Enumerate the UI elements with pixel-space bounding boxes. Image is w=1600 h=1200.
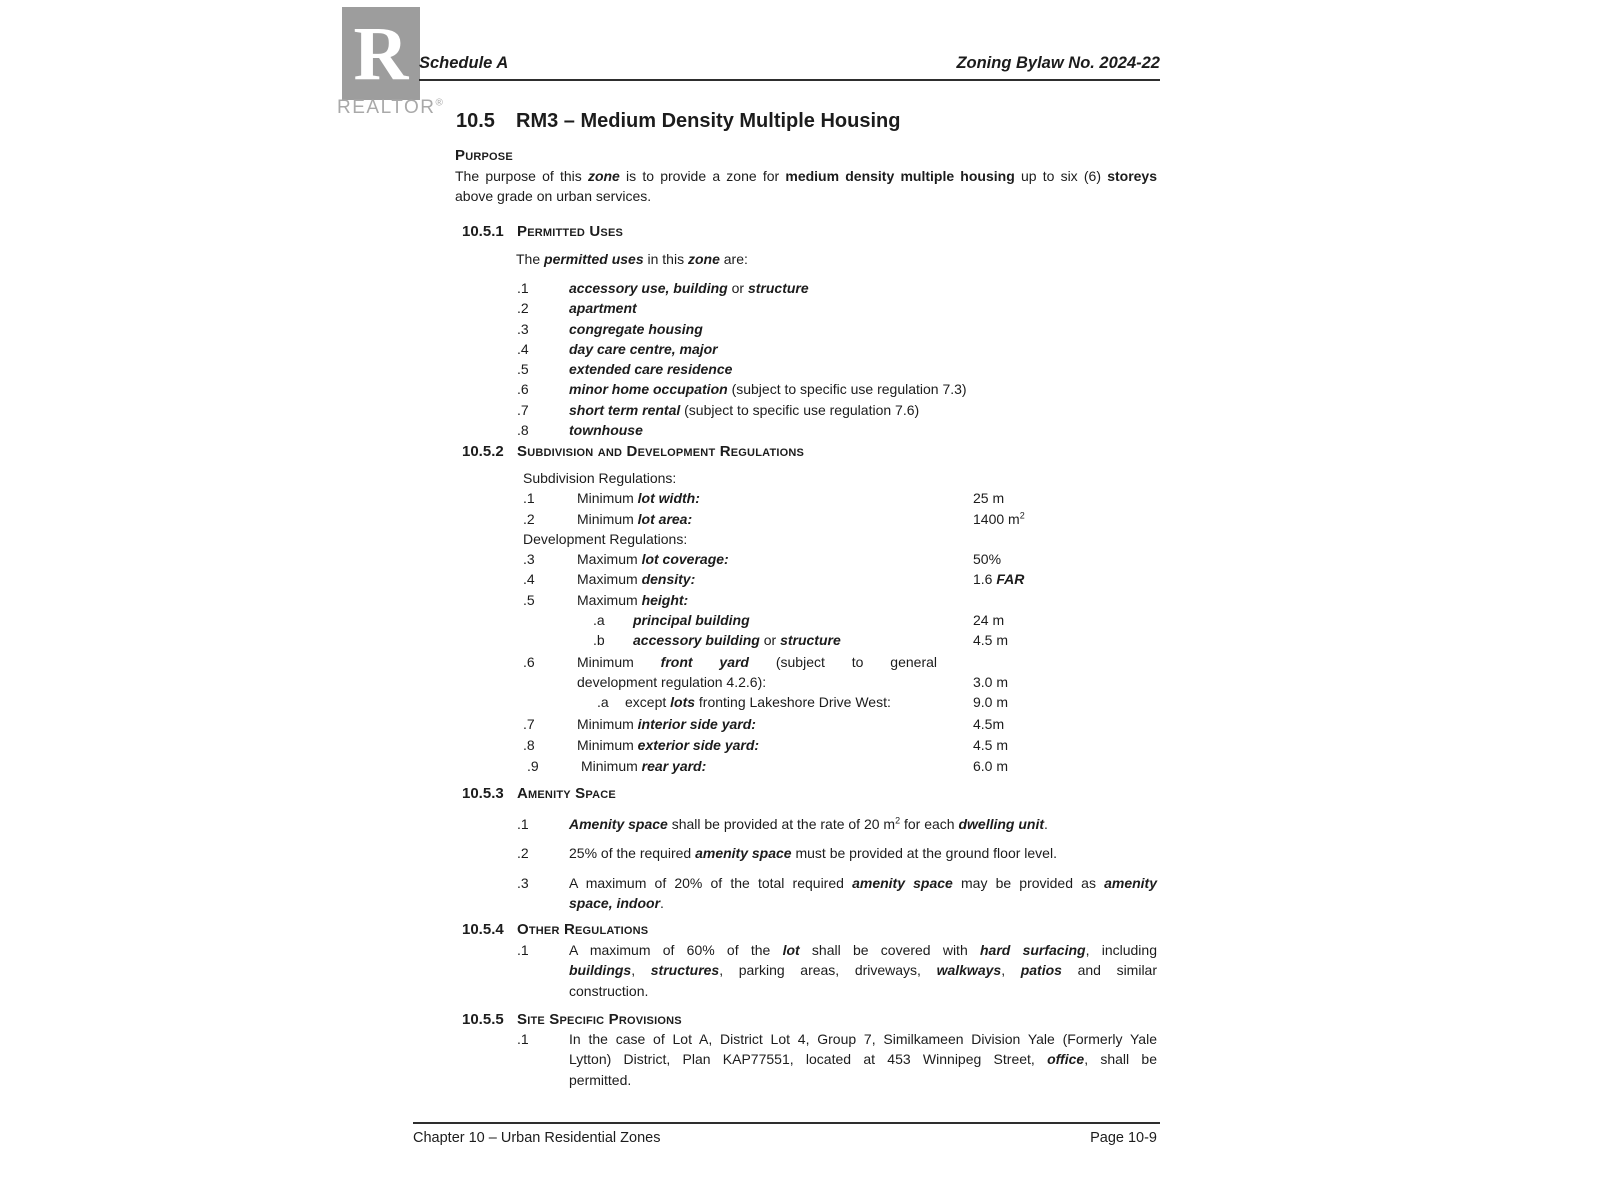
defined-term: interior side yard: <box>637 715 756 732</box>
item-number: .5 <box>523 591 535 608</box>
defined-term: townhouse <box>569 422 643 439</box>
list-item <box>455 298 1157 318</box>
list-item <box>455 359 1157 379</box>
regulation-value: 9.0 m <box>973 694 1009 711</box>
regulation-value: 1400 $m^2$ <box>973 509 1025 527</box>
defined-term: lots <box>670 694 696 711</box>
regulation-row <box>455 714 1157 734</box>
list-item <box>455 843 1157 863</box>
page-header <box>419 52 1160 74</box>
defined-term: apartment <box>569 300 637 317</box>
list-item <box>455 940 1157 960</box>
realtor-wordmark-text: REALTOR <box>337 97 436 118</box>
other-regulations-list <box>455 940 1157 1001</box>
heading-label: Other Regulations <box>517 921 649 938</box>
defined-term: structure <box>780 632 841 649</box>
item-number: .7 <box>523 715 535 732</box>
heading-number: 10.5.3 <box>462 785 504 802</box>
text-run: Minimum <box>577 490 638 507</box>
defined-term: dwelling unit <box>958 816 1045 832</box>
list-item <box>455 278 1157 298</box>
heading-label: Permitted Uses <box>517 223 624 240</box>
text-run: shall be covered with <box>799 942 980 958</box>
text-run: Minimum <box>581 758 642 775</box>
item-number: .2 <box>517 300 529 317</box>
defined-term: accessory building <box>633 632 760 649</box>
item-number: .b <box>593 632 605 649</box>
text-run: . <box>660 894 664 911</box>
regulation-row <box>455 590 1157 610</box>
text-run: , shall be <box>1084 1051 1157 1068</box>
defined-term: amenity space <box>852 874 953 891</box>
text-run: except <box>625 694 671 711</box>
list-item <box>455 319 1157 339</box>
item-number: .4 <box>517 340 529 357</box>
text-run: Minimum <box>577 653 661 670</box>
text-run: , parking areas, driveways, <box>719 962 937 979</box>
regulation-row-continued <box>455 672 1157 692</box>
development-regulations-label: Development Regulations: <box>523 530 688 547</box>
regulation-subrow <box>455 630 1157 650</box>
text-run: Maximum <box>577 591 642 608</box>
realtor-logo <box>342 7 420 100</box>
defined-term: exterior side yard: <box>637 736 760 753</box>
text-run: fronting Lakeshore Drive West: <box>695 694 891 711</box>
heading-number: 10.5.2 <box>462 443 504 460</box>
defined-term: permitted uses <box>544 251 644 267</box>
text-run: must be provided at the ground floor level. <box>791 845 1057 862</box>
item-number: .1 <box>523 490 535 507</box>
emphasis-run: storeys <box>1107 168 1157 184</box>
page-footer <box>413 1128 1157 1148</box>
footer-page-number: Page 10-9 <box>1090 1130 1157 1146</box>
text-run: Minimum <box>577 736 638 753</box>
item-number: .4 <box>523 571 535 588</box>
defined-term: patios <box>1020 962 1062 979</box>
list-item <box>455 1029 1157 1049</box>
defined-term: lot area: <box>637 510 693 527</box>
regulation-value: 4.5 m <box>973 632 1009 649</box>
regulation-value: 50% <box>973 551 1002 568</box>
item-number: .7 <box>517 401 529 418</box>
text-run: , <box>631 962 651 979</box>
text-run: development regulation 4.2.6): <box>577 673 767 690</box>
item-number: .1 <box>517 942 529 958</box>
list-item <box>455 873 1157 893</box>
purpose-paragraph <box>455 166 1157 207</box>
list-item <box>455 814 1157 834</box>
header-schedule-label: Schedule A <box>419 54 509 72</box>
list-item <box>455 400 1157 420</box>
text-run: for each <box>900 816 959 832</box>
heading-number: 10.5.5 <box>462 1011 504 1028</box>
text-run: or <box>727 280 748 296</box>
item-number: .8 <box>523 736 535 753</box>
defined-term: buildings <box>569 962 632 979</box>
defined-term: rear yard: <box>641 758 707 775</box>
text-run: In the case of Lot A, District Lot 4, Group 7, Similkameen Division Yale (Formerly Yale <box>569 1031 1157 1047</box>
item-number: .1 <box>517 280 529 296</box>
footer-rule <box>413 1122 1160 1124</box>
item-number: .3 <box>523 551 535 568</box>
defined-term: accessory use, building <box>569 280 728 296</box>
purpose-heading-label: Purpose <box>455 147 513 164</box>
defined-term: structure <box>747 280 809 296</box>
text-run: Maximum <box>577 551 642 568</box>
item-number: .6 <box>523 653 535 670</box>
header-rule <box>419 79 1160 81</box>
purpose-line-1 <box>455 166 1157 186</box>
item-number: .6 <box>517 381 529 398</box>
text-run: A maximum of 20% of the total required <box>569 874 853 891</box>
defined-term: FAR <box>996 571 1025 588</box>
amenity-space-list <box>455 814 1157 913</box>
regulation-row <box>455 549 1157 569</box>
item-number: .5 <box>517 361 529 378</box>
item-number: .3 <box>517 320 529 337</box>
item-number: .9 <box>527 758 539 775</box>
superscript: 2 <box>1019 509 1025 520</box>
list-item-continued <box>455 981 1157 1001</box>
item-number: .8 <box>517 422 529 439</box>
item-number: .1 <box>517 816 529 832</box>
heading-label: Subdivision and Development Regulations <box>517 443 805 460</box>
defined-term: hard surfacing <box>979 942 1086 958</box>
list-item-continued <box>455 960 1157 980</box>
defined-term: structures <box>650 962 720 979</box>
item-number: .a <box>597 694 609 711</box>
realtor-wordmark <box>337 97 445 119</box>
text-run: Minimum <box>577 715 638 732</box>
superscript: 2 <box>895 815 901 826</box>
text-run: Minimum <box>577 510 638 527</box>
purpose-heading <box>455 145 513 166</box>
text-run: (subject to specific use regulation 7.3) <box>727 381 967 398</box>
text-run: in this <box>643 251 688 267</box>
header-bylaw-label: Zoning Bylaw No. 2024-22 <box>956 54 1160 72</box>
defined-term: amenity <box>1104 874 1158 891</box>
heading-number: 10.5.4 <box>462 921 504 938</box>
regulation-row <box>455 735 1157 755</box>
defined-term: office <box>1047 1051 1085 1068</box>
registered-trademark-symbol: ® <box>435 97 445 109</box>
list-item-continued <box>455 1070 1157 1090</box>
regulation-value: 24 m <box>973 612 1005 629</box>
text-run: may be provided as <box>952 874 1105 891</box>
regulation-subrow <box>455 692 1157 712</box>
regulation-value: 1.6 FAR <box>973 571 1025 588</box>
section-title-text: RM3 – Medium Density Multiple Housing <box>516 110 901 132</box>
permitted-uses-list <box>455 278 1157 440</box>
defined-term: minor home occupation <box>569 381 728 398</box>
site-specific-provisions-list <box>455 1029 1157 1090</box>
defined-term: principal building <box>633 612 750 629</box>
realtor-logo-letter: R <box>353 11 409 96</box>
list-item <box>455 420 1157 440</box>
text-run: The <box>516 251 545 267</box>
section-title-number: 10.5 <box>456 110 495 132</box>
regulations-table <box>455 468 1157 776</box>
list-item-continued <box>455 1049 1157 1069</box>
text-run: are: <box>719 251 748 267</box>
text-run: construction. <box>569 982 649 999</box>
regulation-row <box>455 756 1157 776</box>
text-run: The purpose of this <box>455 168 588 184</box>
item-number: .3 <box>517 874 529 891</box>
defined-term: front yard <box>660 653 749 670</box>
text-run: 25% of the required <box>569 845 696 862</box>
text-run: is to provide a zone for <box>619 168 786 184</box>
defined-term: lot coverage: <box>641 551 729 568</box>
defined-term: day care centre, major <box>569 340 718 357</box>
regulation-value: 3.0 m <box>973 673 1009 690</box>
item-number: .2 <box>523 510 535 527</box>
regulation-subrow <box>455 610 1157 630</box>
defined-term: lot <box>782 942 800 958</box>
text-run: . <box>1044 816 1048 832</box>
regulation-value: 4.5m <box>973 715 1005 732</box>
defined-term: congregate housing <box>569 320 703 337</box>
regulation-value: 6.0 m <box>973 758 1009 775</box>
regulation-row <box>455 652 1157 672</box>
purpose-line-2: above grade on urban services. <box>455 188 652 205</box>
defined-term: zone <box>687 251 720 267</box>
regulation-value: 4.5 m <box>973 736 1009 753</box>
permitted-uses-intro <box>516 249 748 269</box>
text-run: (subject to specific use regulation 7.6) <box>680 401 920 418</box>
text-run: , including <box>1085 942 1157 958</box>
heading-number: 10.5.1 <box>462 223 504 240</box>
text-run: A maximum of 60% of the <box>569 942 783 958</box>
defined-term: short term rental <box>569 401 681 418</box>
text-run: Lytton) District, Plan KAP77551, located at 453 Winnipeg Street, <box>569 1051 1048 1068</box>
text-run: Maximum <box>577 571 642 588</box>
text-run: shall be provided at the rate of 20 m <box>667 816 896 832</box>
defined-term: space, indoor <box>569 894 661 911</box>
regulation-row <box>455 488 1157 508</box>
item-number: .1 <box>517 1031 529 1047</box>
defined-term: density: <box>641 571 696 588</box>
text-run: and similar <box>1061 962 1158 979</box>
defined-term: walkways <box>936 962 1002 979</box>
heading-label: Site Specific Provisions <box>517 1011 682 1028</box>
heading-label: Amenity Space <box>517 785 616 802</box>
list-item <box>455 379 1157 399</box>
defined-term: lot width: <box>637 490 700 507</box>
defined-term: Amenity space <box>569 816 668 832</box>
emphasis-run: medium density multiple housing <box>785 168 1015 184</box>
footer-chapter-label: Chapter 10 – Urban Residential Zones <box>413 1130 661 1146</box>
regulation-value: 25 m <box>973 490 1005 507</box>
defined-term: zone <box>587 168 620 184</box>
text-run: (subject to general <box>748 653 937 670</box>
list-item <box>455 339 1157 359</box>
text-run: up to six (6) <box>1014 168 1108 184</box>
regulation-row <box>455 509 1157 529</box>
defined-term: extended care residence <box>569 361 733 378</box>
regulation-row <box>455 569 1157 589</box>
text-run: or <box>759 632 781 649</box>
item-number: .2 <box>517 845 529 862</box>
subdivision-regulations-label: Subdivision Regulations: <box>523 470 677 486</box>
defined-term: height: <box>641 591 689 608</box>
list-item-continued <box>455 893 1157 913</box>
text-run: permitted. <box>569 1071 632 1088</box>
defined-term: amenity space <box>695 845 792 862</box>
item-number: .a <box>593 612 605 629</box>
text-run: , <box>1001 962 1021 979</box>
